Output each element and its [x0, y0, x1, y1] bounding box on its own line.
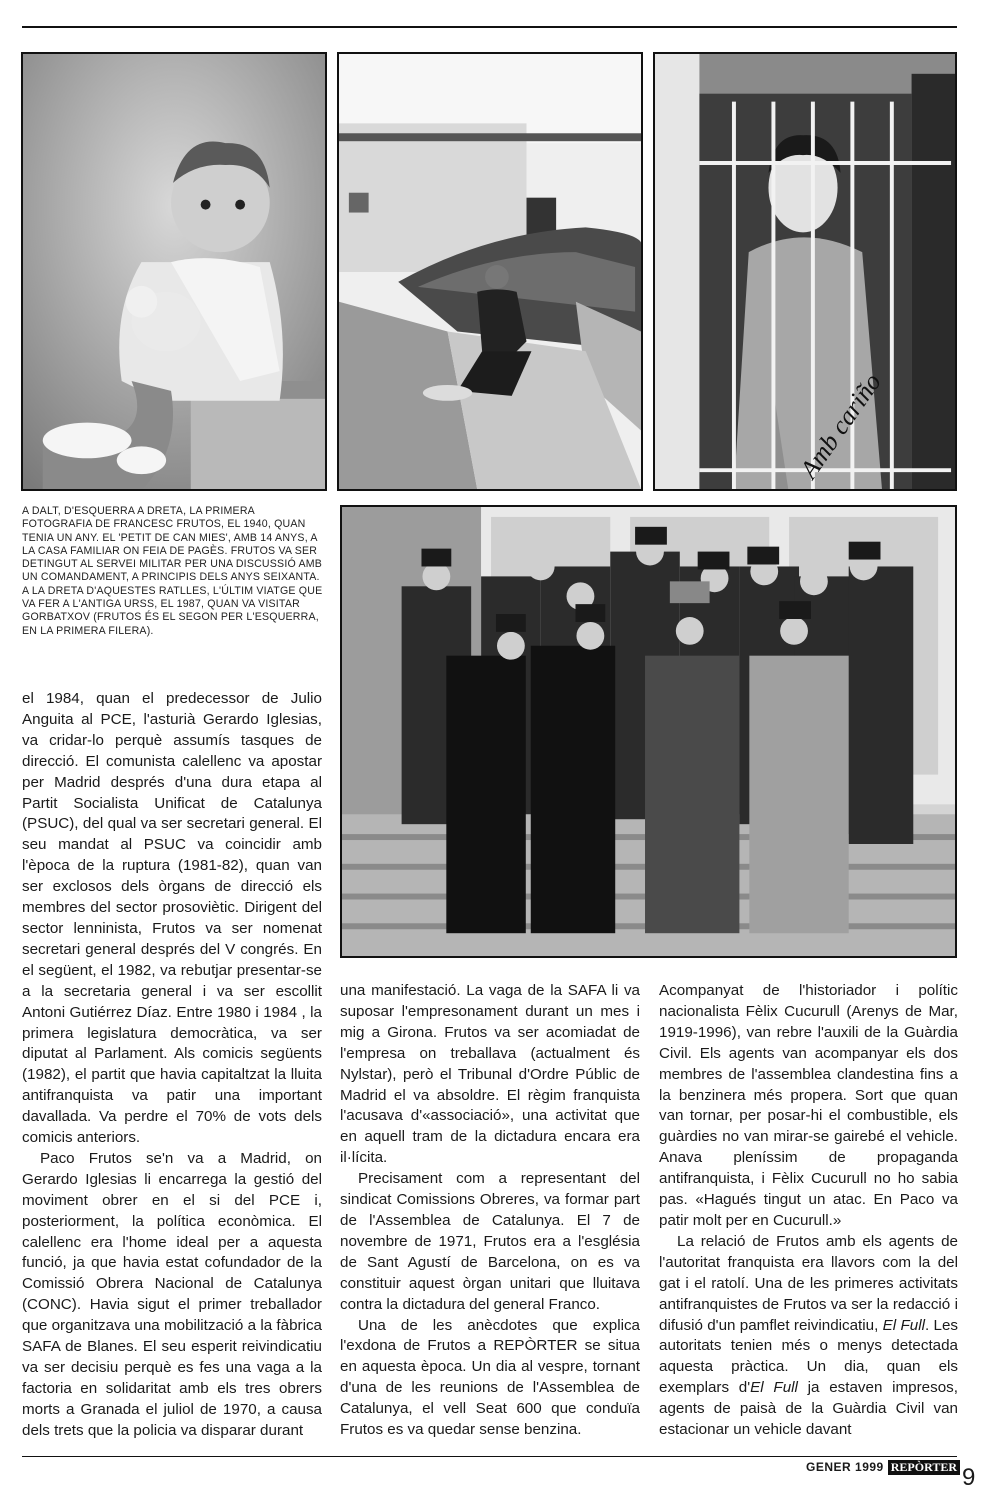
- text-column-1: [22, 689, 322, 1442]
- col3-p2-part-e: ja estaven impresos, agents de paisà de la Guàrdia Civil van estacionar un vehicle davant: [659, 1379, 958, 1439]
- photo-ussr-group: [340, 505, 957, 958]
- magazine-logo: REPÒRTER: [888, 1460, 960, 1475]
- top-rule: [22, 26, 957, 28]
- text-column-2: [340, 981, 640, 1441]
- col3-p2-part-c: . Les autoritats tenien més o menys detectada aquesta pràctica. Un dia, quan els exemplars d': [659, 1316, 958, 1397]
- caption-text: A DALT, D'ESQUERRA A DRETA, LA PRIMERA FOTOGRAFIA DE FRANCESC FRUTOS, EL 1940, QUAN TENIA UN ANY. EL 'PETIT DE CAN MIES', AMB 14 ANYS, A LA CASA FAMILIAR ON FEIA DE PAGÈS. FRUTOS VA SER DETINGUT AL SERVEI MILITAR PER UNA DISCUSSIÓ AMB UN COMANDAMENT, A PRINCIPIS DELS ANYS SEIXANTA. A LA DRETA D'AQUESTES RATLLES, L'ÚLTIM VIATGE QUE VA FER A L'ANTIGA URSS, EL 1987, QUAN VA VISITAR GORBATXOV (FRUTOS ÉS EL SEGON PER L'ESQUERRA, EN LA PRIMERA FILERA).: [22, 505, 323, 637]
- col2-paragraph-1: una manifestació. La vaga de la SAFA li va suposar l'empresonament durant un mes i mig a Girona. Frutos va ser acomiadat de l'empresa on treballava (actualment és Nylstar), però el Tribunal d'Ordre Públic de Madrid el va absoldre. El règim franquista l'acusava d'«associació», una activitat que en aquell tram de la dictadura encara era il·lícita.: [340, 982, 640, 1167]
- col2-paragraph-3: Una de les anècdotes que explica l'exdona de Frutos a REPÒRTER se situa en aquesta època. Un dia al vespre, tornant d'una de les reunions de l'Assemblea de Catalunya, el vell Seat 600 que conduïa Frutos es va quedar sense benzina.: [340, 1316, 640, 1439]
- footer-issue: GENER 1999: [806, 1460, 884, 1474]
- photo-caption: [22, 505, 327, 638]
- col3-paragraph-1: Acompanyat de l'historiador i polític nacionalista Fèlix Cucurull (Arenys de Mar, 1919-1996), van rebre l'auxili de la Guàrdia Civil. Els agents van acompanyar els dos membres de l'assemblea clandestina fins a la benzinera més propera. Sort que quan van tornar, per posar-hi el combustible, els guàrdies no van mirar-se gairebé el vehicle. Anava pleníssim de propaganda antifranquista, i Fèlix Cucurull no ho sabia pas. «Hagués tingut un atac. En Paco va patir molt per en Cucurull.»: [659, 982, 958, 1229]
- photo-behind-bars: [653, 52, 957, 491]
- col3-paragraph-2: [659, 1232, 958, 1441]
- photo3-signature: Amb cariño: [794, 367, 887, 484]
- col1-paragraph-2: Paco Frutos se'n va a Madrid, on Gerardo Iglesias li encarrega la gestió del moviment obrer en el si del PCE i, posteriorment, la política econòmica. El calellenc era l'home ideal per a aquesta funció, ja que havia estat cofundador de la Comissió Obrera Nacional de Catalunya (CONC). Havia sigut el primer treballador que organitzava una mobilització a la fàbrica SAFA de Blanes. El seu esperit reivindicatiu va ser decisiu perquè es fes una vaga a la factoria en solidaritat amb els tres obrers morts a Granada el juliol de 1970, a causa dels trets que la policia va disparar durant: [22, 1149, 322, 1439]
- text-column-3: [659, 981, 958, 1441]
- photo-farm-teenager: [337, 52, 643, 491]
- el-full-title-2: El Full: [750, 1379, 798, 1397]
- page-number: 9: [962, 1464, 976, 1491]
- bottom-rule: [22, 1456, 957, 1457]
- col2-paragraph-2: Precisament com a representant del sindicat Comissions Obreres, va formar part de l'Assemblea de Catalunya. El 7 de novembre de 1971, Frutos era a l'església de Sant Agustí de Barcelona, on es va constituir aquest òrgan unitari que lluitava contra la dictadura del general Franco.: [340, 1170, 640, 1313]
- col1-paragraph-1: el 1984, quan el predecessor de Julio Anguita al PCE, l'asturià Gerardo Iglesias, va cridar-lo perquè assumís tasques de direcció. El comunista calellenc va apostar per Madrid després d'una dura etapa al Partit Socialista Unificat de Catalunya (PSUC), del qual va ser secretari general. El seu mandat al PSUC va coincidir amb l'època de la ruptura (1981-82), quan van ser exclosos dels òrgans de direcció els membres del sector prosoviètic. Dirigent del sector lenninista, Frutos va ser nomenat secretari general després del V congrés. En el següent, el 1982, va rebutjar presentar-se a la secretaria general i va ser escollit Antoni Gutiérrez Díaz. Entre 1980 i 1984 , la primera legislatura democràtica, va ser diputat al Parlament. Als comicis següents (1982), el partit que havia capitaltzat la lluita antifranquista va patir una important davallada. Va perdre el 70% de vots dels comicis anteriors.: [22, 690, 322, 1147]
- photo-child-portrait: [21, 52, 327, 491]
- col3-p2-part-a: La relació de Frutos amb els agents de l'autoritat franquista era llavors com la del gat i el ratolí. Una de les primeres activitats antifranquistes de Frutos va ser la redacció i difusió d'un pamflet reivindicatiu,: [659, 1232, 958, 1334]
- page-footer: [760, 1460, 960, 1475]
- el-full-title-1: El Full: [882, 1316, 925, 1334]
